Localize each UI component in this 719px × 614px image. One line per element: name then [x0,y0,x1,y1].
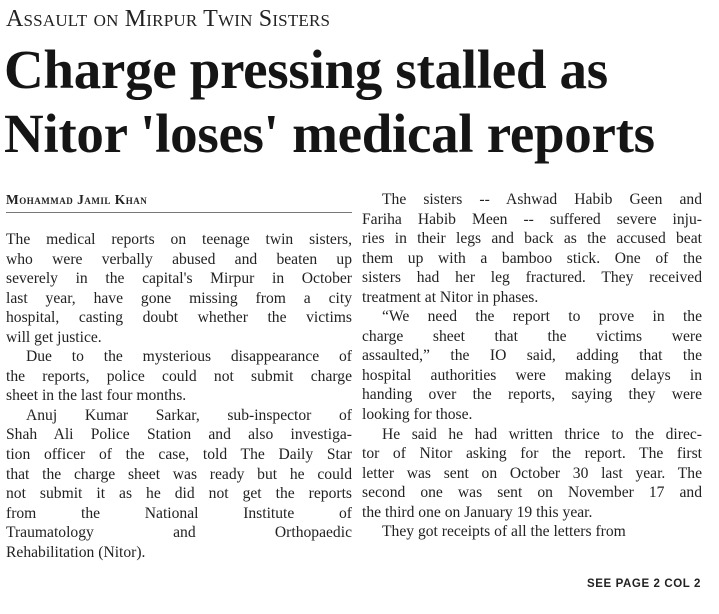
article-column-2 [362,190,702,542]
article-line: Anuj Kumar Sarkar, sub-inspector of [26,406,352,424]
article-line: who were verbally abused and beaten up [6,250,352,268]
article-line: hospital, casting doubt whether the victims [6,309,352,327]
article-line: Due to the mysterious disappearance of [26,348,352,366]
article-line: charge sheet that the victims were [362,327,702,345]
continuation-jump-line: SEE PAGE 2 COL 2 [587,578,701,590]
article-line: “We need the report to prove in the [382,308,702,326]
headline-line-1: Charge pressing stalled as [4,39,608,100]
article-paragraph [362,307,702,424]
article-line: ries in their legs and back as the accused beat [362,230,702,248]
article-line: the reports, police could not submit charge [6,367,352,385]
article-paragraph [362,190,702,307]
article-line: Fariha Habib Meen -- suffered severe inju- [362,210,702,228]
article-line: treatment at Nitor in phases. [362,288,539,306]
article-line: second one was sent on November 17 and [362,484,702,502]
article-paragraph [6,230,352,347]
article-line: looking for those. [362,406,473,424]
article-line: letter was sent on October 30 last year. The [362,464,702,482]
article-paragraph [6,406,352,562]
article-line: tion officer of the case, told The Daily Star [6,446,352,464]
article-paragraph [362,522,702,542]
article-line: The sisters -- Ashwad Habib Geen and [382,191,702,208]
article-column-1 [6,230,352,562]
article-line: They got receipts of all the letters from [382,523,626,541]
article-line: handing over the reports, saying they were [362,386,702,404]
article-line: that the charge sheet was ready but he could [6,465,352,483]
article-paragraph [6,347,352,406]
byline: Mohammad Jamil Khan [6,191,352,213]
article-line: the third one on January 19 this year. [362,503,593,521]
article-line: Shah Ali Police Station and also investiga- [6,426,352,444]
article-line: sisters had her leg fractured. They received [362,269,702,287]
article-line: assaulted,” the IO said, adding that the [362,347,702,365]
article-line: Traumatology and Orthopaedic [6,524,352,542]
kicker-heading: Assault on Mirpur Twin Sisters [6,6,331,32]
article-line: from the National Institute of [6,504,352,522]
article-line: not submit it as he did not get the reports [6,485,352,503]
article-line: tor of Nitor asking for the report. The first [362,445,702,463]
article-line: will get justice. [6,328,102,346]
article-line: severely in the capital's Mirpur in October [6,270,352,288]
article-line: He said he had written thrice to the direc- [382,425,702,443]
article-line: hospital authorities were making delays in [362,366,702,384]
headline [4,38,716,166]
headline-line-2: Nitor 'loses' medical reports [4,103,655,164]
article-line: last year, have gone missing from a city [6,289,352,307]
article-line: Rehabilitation (Nitor). [6,543,146,561]
article-line: them up with a bamboo stick. One of the [362,249,702,267]
article-line: sheet in the last four months. [6,387,187,405]
article-line: The medical reports on teenage twin sisters, [6,231,352,248]
article-paragraph [362,425,702,523]
